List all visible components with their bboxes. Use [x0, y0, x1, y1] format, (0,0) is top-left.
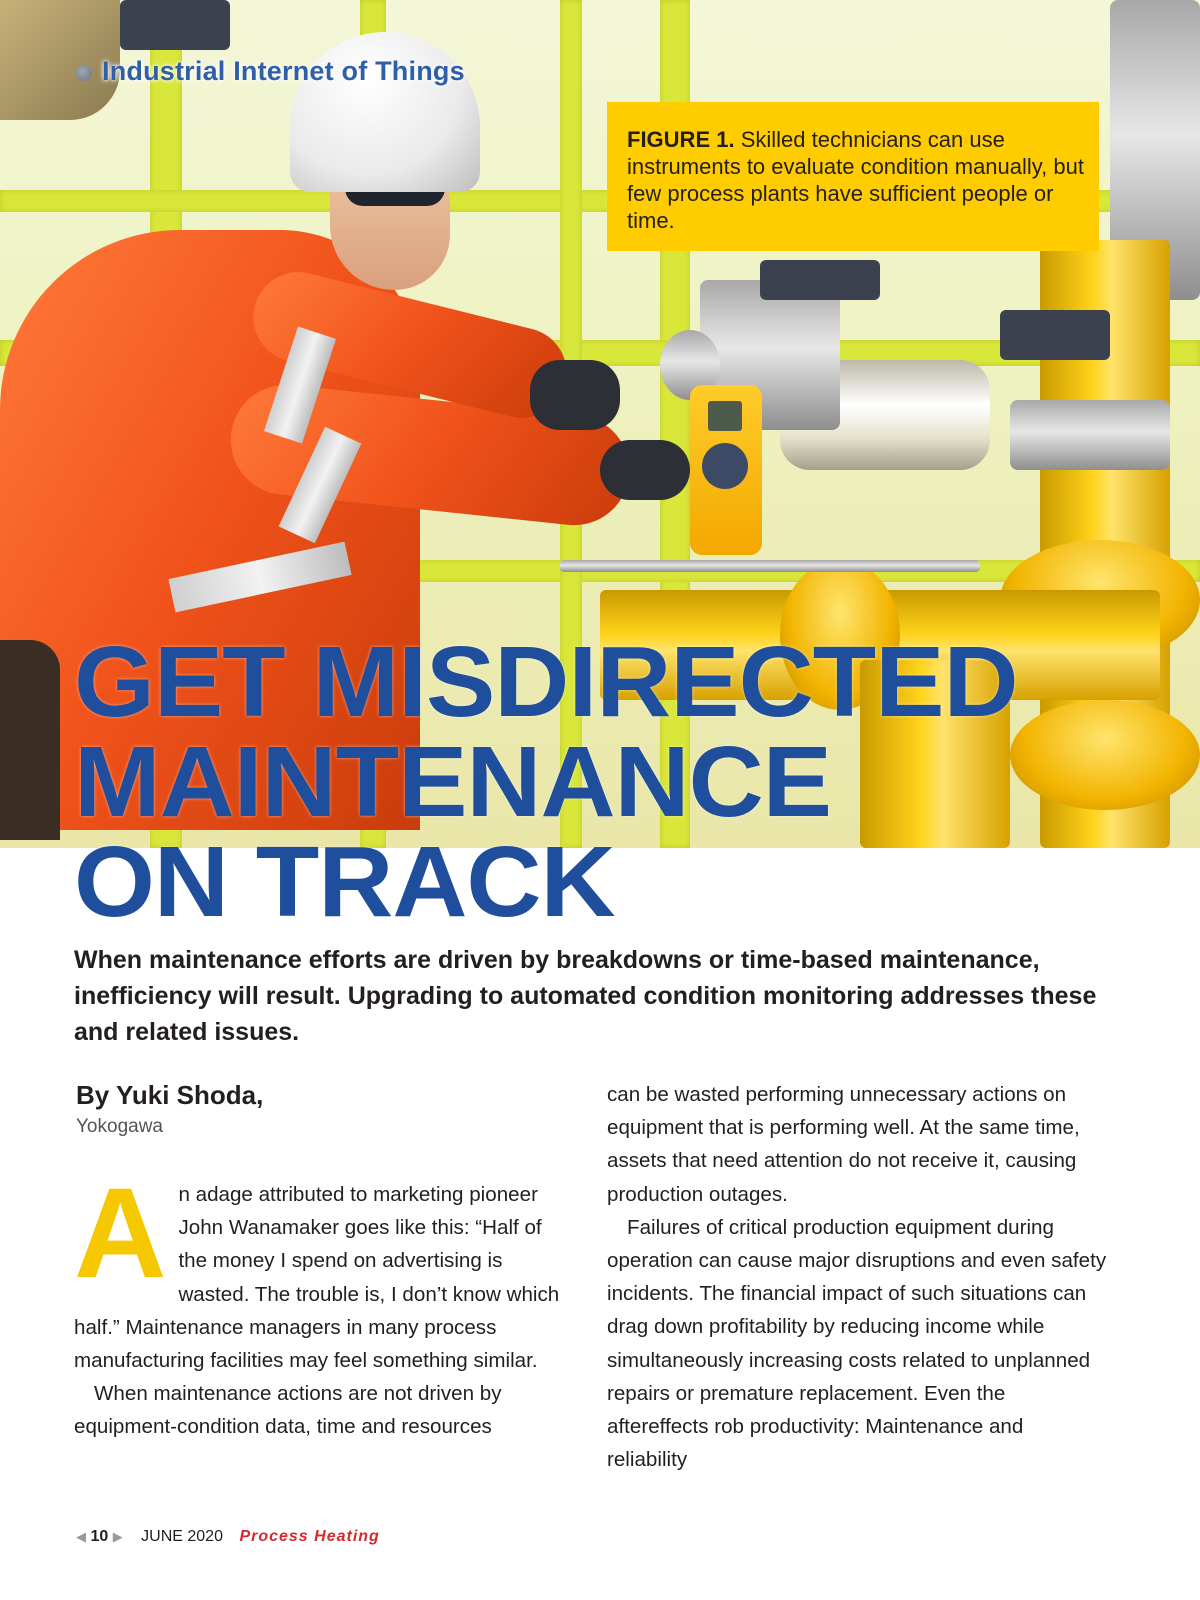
- headline-line-2: MAINTENANCE: [74, 726, 831, 838]
- article-deck: When maintenance efforts are driven by breakdowns or time-based maintenance, inefficiency will result. Upgrading to automated condition monitoring addresses these and related issues.: [74, 946, 1097, 1046]
- figure-label: FIGURE 1.: [627, 127, 735, 152]
- page-footer: [76, 1528, 380, 1546]
- page-number: 10: [90, 1528, 109, 1545]
- body-column-2: [607, 1078, 1107, 1476]
- figure-caption-text: Skilled technicians can use instruments to evaluate condition manually, but few process plants have sufficient people or time.: [627, 127, 1084, 233]
- drop-cap: A: [74, 1162, 167, 1305]
- gray-dot-icon: [76, 65, 92, 81]
- body-paragraph-4: Failures of critical production equipment during operation can cause major disruptions and even safety incidents. The financial impact of such situations can drag down profitability by reducing income while simultaneously increasing costs related to unplanned repairs or premature replacement. Even the aftereffects rob productivity: Maintenance and reliability: [607, 1215, 1107, 1472]
- body-paragraph-3: can be wasted performing unnecessary actions on equipment that is performing well. At the same time, assets that need attention do not receive it, causing production outages.: [607, 1083, 1080, 1206]
- triangle-left-icon: ◀: [76, 1529, 86, 1544]
- body-paragraph-2: When maintenance actions are not driven by equipment-condition data, time and resources: [74, 1382, 502, 1439]
- headline-line-1: GET MISDIRECTED: [74, 626, 1018, 738]
- section-label-text: Industrial Internet of Things: [102, 56, 465, 86]
- author-affiliation: Yokogawa: [76, 1116, 163, 1137]
- section-label: [76, 56, 465, 87]
- body-paragraph-1: [74, 1162, 574, 1377]
- triangle-right-icon: ▶: [112, 1529, 123, 1544]
- figure-caption: [607, 102, 1099, 251]
- issue-date: JUNE 2020: [141, 1528, 223, 1545]
- headline: [74, 626, 1018, 938]
- headline-line-3: ON TRACK: [74, 826, 615, 938]
- body-paragraph-1-text: n adage attributed to marketing pioneer John Wanamaker goes like this: “Half of the money I spend on advertising is wasted. The trouble is, I don’t know which half.” Maintenance managers in many process manufacturing facilities may feel something similar.: [74, 1183, 560, 1373]
- body-column-1: [74, 1162, 574, 1444]
- magazine-name: Process Heating: [239, 1528, 380, 1545]
- author-byline: By Yuki Shoda,: [76, 1080, 264, 1110]
